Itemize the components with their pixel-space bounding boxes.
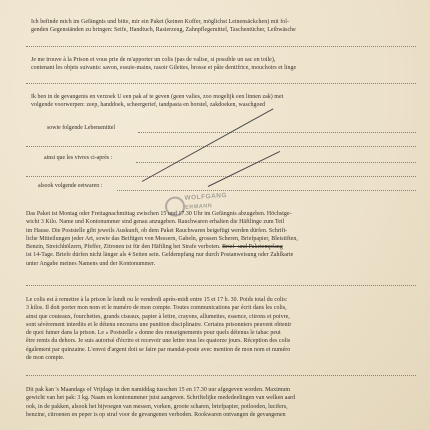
text-line: Das Paket ist Montag oder Freitagnachmittag zwischen 15 und 17.30 Uhr im Gefängnis abzugeben. Höchstge- [26, 211, 292, 217]
text-line: gewicht van het pak: 3 kg. Naam en kontonummer juist aangeven. Schriftelijke mededeelingen van welken aard [26, 395, 296, 402]
text-line: sont sévèrement interdits et le détenu encourra une punition disciplinaire. Certains prisonniers peuvent obtenir [26, 321, 292, 328]
text-line: Le colis est à remettre à la prison le lundi ou le vendredi après-midi entre 15 et 17 h. 30. Poids total du colis: [26, 297, 288, 303]
food-field-line-extra[interactable] [26, 146, 416, 147]
struck-text: Brief- und Paketempfang [222, 244, 283, 251]
food-field-line-nl[interactable] [117, 190, 416, 191]
food-field-label-fr: ainsi que les vivres ci-après : [44, 155, 113, 161]
text-line: Ik ben in de gevangenis en verzoek U een pak af te geven (geen valies, zoo mogelijk een linnen zak) met [31, 94, 284, 100]
french-instructions [31, 56, 415, 73]
text-line: également par quinzaine. L'envoi d'argent doit se faire par mandat-poste avec mention de mon nom et numéro [26, 346, 291, 353]
text-line: genden Gegenständen zu bringen: Seife, Handtuch, Rasierzeug, Zahnpflegemittel, Taschentücher, Leibwäsche [31, 27, 296, 34]
pencil-cross-stroke [208, 151, 280, 187]
text-line: ainsi que couteaux, fourchettes, grands ciseaux, papier à lettre, crayons, allumettes, essence, citrons et poivre, [26, 313, 290, 320]
food-field-line-fr[interactable] [136, 162, 416, 163]
text-line: Dit pak kan 's Maandags of Vrijdags in den namiddag tusschen 15 en 17.30 uur afgegeven worden. Maximum [26, 387, 291, 393]
text-line: benzine, citroenen en peper is op straf voor de gevangenen verboden. Rookwaren ontvangen de gevangenen [26, 411, 286, 418]
text-line: ook, in de pakken, alsook het bijvoegen van messen, vorken, groote scharen, briefpapier, potlooden, lucifers, [26, 403, 288, 410]
text-line: Ich befinde mich im Gefängnis und bitte, mir ein Paket (keinen Koffer, möglichst Leinensäckchen) mit fol- [31, 19, 289, 25]
text-line: 3 kilos. Il doit porter mon nom et le numéro de mon compte. Toutes communications par écrit dans les colis, [26, 305, 287, 312]
text-line: ist 14-Tage. Briefe dürfen nicht länger als 4 Seiten sein. Geldempfang nur durch Postanweisung oder Zahlkarte [26, 252, 294, 259]
german-instructions [31, 18, 415, 35]
text-line: volgende voorwerpen: zeep, handdoek, scheergerief, tandpasta en borstel, zakdoeken, waschgoed [31, 102, 266, 109]
text-line: unter Angabe meines Namens und der Kontonummer. [26, 260, 156, 267]
dotted-separator [26, 375, 416, 376]
german-rules [26, 210, 418, 268]
food-field-label-nl: alsook volgende eetwaren : [38, 183, 103, 189]
text-line [26, 243, 418, 251]
stamp-line-2: ERMANN [184, 203, 213, 211]
text-line: liche Mitteilungen jeder Art, sowie das Beifügen von Messern, Gabeln, grossen Scheren, Briefpapier, Bleistiften, [26, 235, 298, 242]
text-line: contenant les objets suivants: savon, essuie-mains, rasoir Gilettes, brosse et pâte dentifrice, mouchoirs et linge [31, 65, 297, 72]
french-rules [26, 296, 418, 362]
text-line: de quoi fumer dans la prison. Le « Poststelle » donne des renseignements pour quels détenus le tabac peut [26, 330, 281, 337]
text-line: Je me trouve à la Prison et vous prie de m'apporter un colis (pas de valise, si possible un sac en toile), [31, 57, 276, 63]
text-line: wicht 3 Kilo. Name und Kontonummer sind genau anzugeben. Rauchwaren erhalten die Häftlinge zum Teil [26, 219, 285, 226]
dotted-separator [26, 46, 416, 47]
dutch-rules [26, 386, 418, 419]
text-line: im Hause. Die Poststelle gibt jeweils Auskunft, ob dem Paket Rauchwaren beigefügt werden dürfen. Schrift- [26, 227, 288, 234]
food-field-line-de[interactable] [138, 132, 416, 133]
food-field-line-extra[interactable] [26, 176, 416, 177]
dotted-separator [26, 285, 416, 286]
stamp-line-1: WOLFGANG [184, 191, 228, 202]
dotted-separator [26, 83, 416, 84]
dutch-instructions [31, 93, 415, 110]
food-field-label-de: sowie folgende Lebensmittel [47, 125, 116, 131]
text-line: être remis du dehors. Je suis autorisé d'écrire et recevoir une lettre tous les quatorze jours. Réception des colis [26, 338, 291, 345]
text-line: de mon compte. [26, 355, 65, 362]
text-segment: Benzin, Streichhölzern, Pfeffer, Zitronen ist für den Häftling bei Strafe verboten. [26, 244, 221, 251]
